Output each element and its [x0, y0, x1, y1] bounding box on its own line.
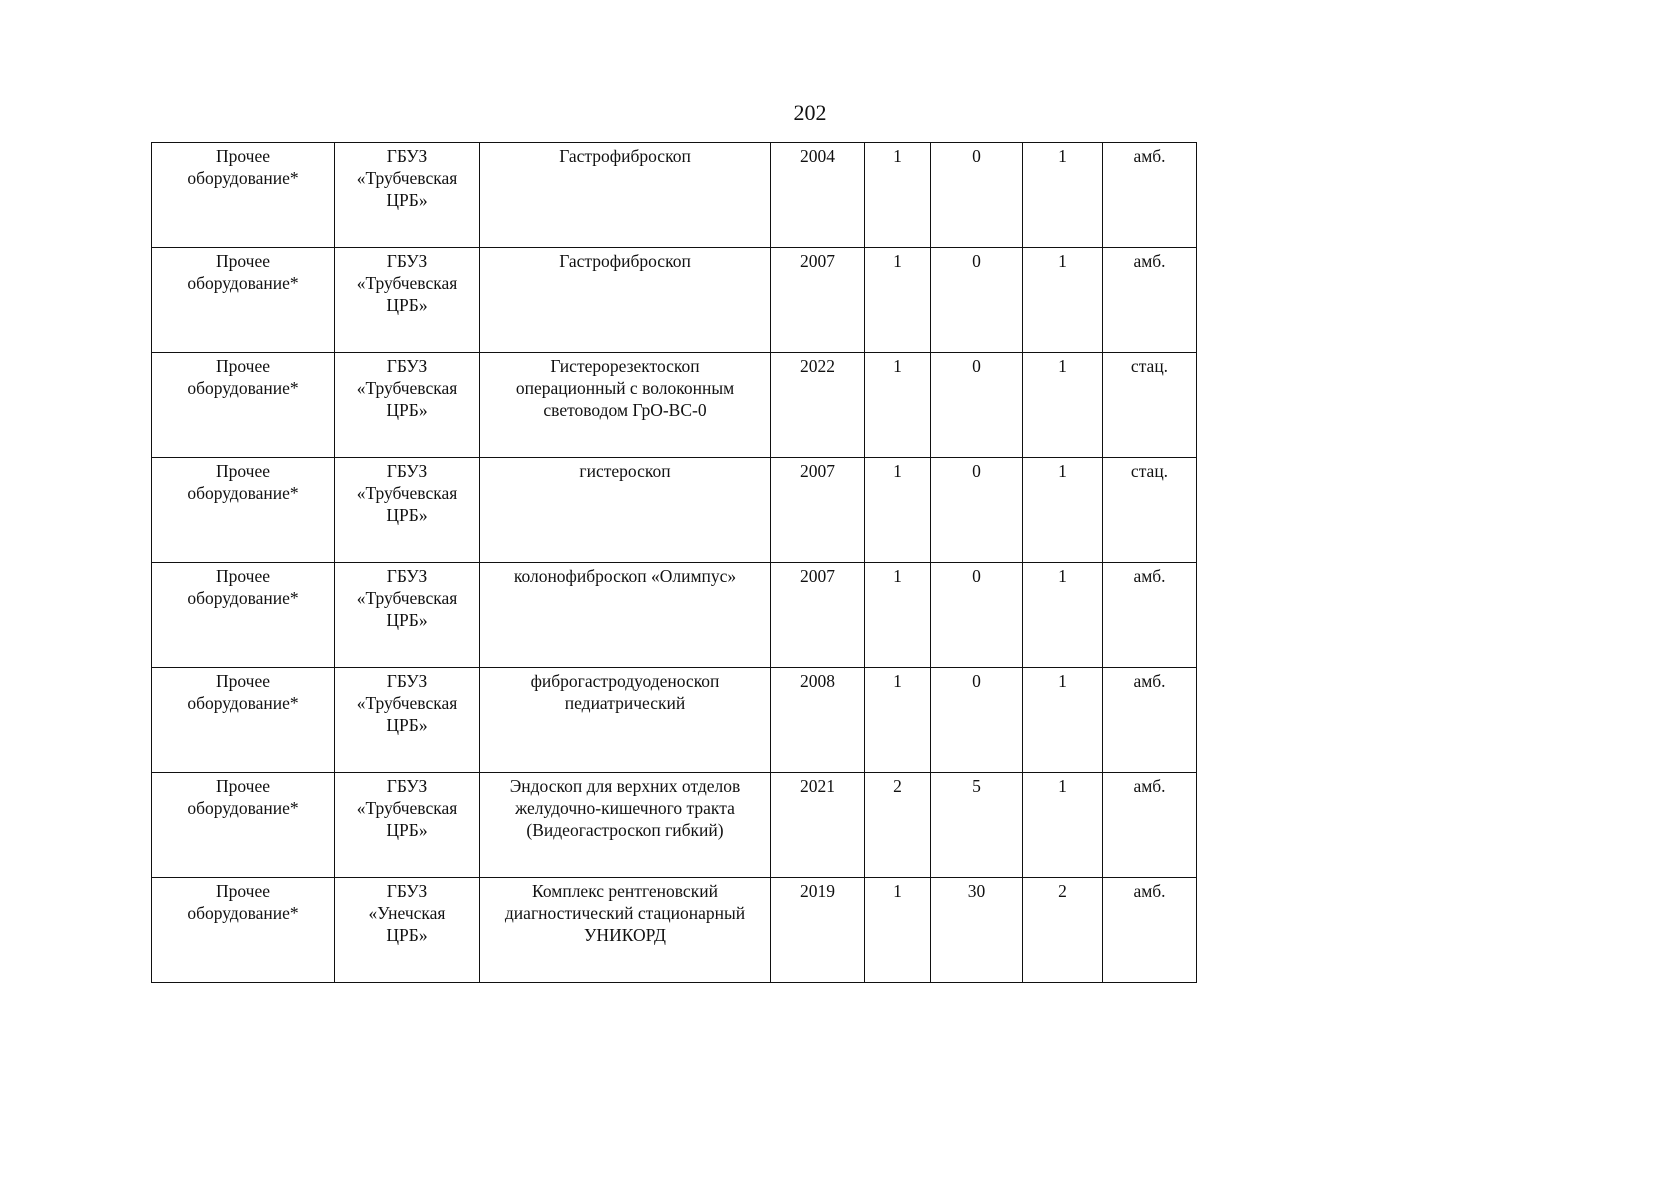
equipment-name-cell — [480, 878, 771, 983]
equipment-name-cell-line: Комплекс рентгеновский — [532, 881, 718, 901]
organization-cell — [335, 353, 480, 458]
category-cell-line: оборудование* — [187, 378, 299, 398]
organization-cell-line: ГБУЗ — [386, 881, 428, 901]
count-cell: 1 — [865, 668, 931, 773]
value-cell: 30 — [931, 878, 1023, 983]
category-cell-line: оборудование* — [187, 273, 299, 293]
quantity-cell: 1 — [1023, 668, 1103, 773]
organization-cell — [335, 668, 480, 773]
category-cell — [152, 248, 335, 353]
organization-cell-line: «Трубчевская — [356, 378, 458, 398]
count-cell: 1 — [865, 143, 931, 248]
care-type-cell: амб. — [1103, 878, 1197, 983]
value-cell: 0 — [931, 458, 1023, 563]
equipment-name-cell — [480, 668, 771, 773]
organization-cell-line: ГБУЗ — [386, 251, 428, 271]
equipment-name-cell-line: операционный с волоконным — [515, 378, 735, 398]
category-cell-line: оборудование* — [187, 483, 299, 503]
care-type-cell: стац. — [1103, 353, 1197, 458]
category-cell — [152, 458, 335, 563]
organization-cell — [335, 143, 480, 248]
equipment-name-cell-line: Эндоскоп для верхних отделов — [509, 776, 741, 796]
value-cell: 0 — [931, 668, 1023, 773]
organization-cell-line: «Унечская — [368, 903, 446, 923]
care-type-cell: амб. — [1103, 563, 1197, 668]
organization-cell-line: ГБУЗ — [386, 776, 428, 796]
table-row — [152, 248, 1197, 353]
organization-cell-line: ГБУЗ — [386, 356, 428, 376]
equipment-name-cell-line: диагностический стационарный — [504, 903, 746, 923]
organization-cell-line: ГБУЗ — [386, 566, 428, 586]
page-number: 202 — [793, 100, 827, 125]
equipment-name-cell-line: Гистерорезектоскоп — [550, 356, 700, 376]
quantity-cell: 1 — [1023, 458, 1103, 563]
organization-cell — [335, 458, 480, 563]
table-row — [152, 773, 1197, 878]
year-cell: 2007 — [771, 563, 865, 668]
equipment-name-cell-line: колонофиброскоп «Олимпус» — [513, 566, 737, 586]
quantity-cell: 1 — [1023, 143, 1103, 248]
value-cell: 0 — [931, 248, 1023, 353]
year-cell: 2022 — [771, 353, 865, 458]
care-type-cell: амб. — [1103, 143, 1197, 248]
category-cell — [152, 143, 335, 248]
equipment-table — [151, 142, 1197, 983]
category-cell-line: Прочее — [215, 146, 271, 166]
category-cell-line: Прочее — [215, 671, 271, 691]
table-row — [152, 878, 1197, 983]
organization-cell-line: ГБУЗ — [386, 146, 428, 166]
equipment-name-cell-line: УНИКОРД — [584, 925, 666, 945]
care-type-cell: стац. — [1103, 458, 1197, 563]
value-cell: 0 — [931, 143, 1023, 248]
organization-cell-line: ГБУЗ — [386, 461, 428, 481]
equipment-name-cell-line: фиброгастродуоденоскоп — [530, 671, 720, 691]
category-cell-line: оборудование* — [187, 588, 299, 608]
equipment-name-cell-line: (Видеогастроскоп гибкий) — [526, 820, 724, 840]
category-cell-line: оборудование* — [187, 693, 299, 713]
count-cell: 1 — [865, 563, 931, 668]
organization-cell-line: ЦРБ» — [386, 295, 428, 315]
organization-cell-line: «Трубчевская — [356, 483, 458, 503]
equipment-name-cell-line: гистероскоп — [579, 461, 671, 481]
year-cell: 2007 — [771, 458, 865, 563]
count-cell: 1 — [865, 353, 931, 458]
organization-cell-line: ЦРБ» — [386, 715, 428, 735]
value-cell: 0 — [931, 563, 1023, 668]
organization-cell-line: «Трубчевская — [356, 693, 458, 713]
equipment-name-cell-line: световодом ГрО-ВС-0 — [543, 400, 707, 420]
equipment-name-cell-line: Гастрофиброскоп — [559, 251, 691, 271]
year-cell: 2008 — [771, 668, 865, 773]
quantity-cell: 1 — [1023, 773, 1103, 878]
equipment-name-cell — [480, 563, 771, 668]
organization-cell — [335, 248, 480, 353]
year-cell: 2021 — [771, 773, 865, 878]
table-row — [152, 353, 1197, 458]
quantity-cell: 1 — [1023, 353, 1103, 458]
equipment-name-cell — [480, 773, 771, 878]
count-cell: 1 — [865, 248, 931, 353]
organization-cell-line: ЦРБ» — [386, 820, 428, 840]
equipment-name-cell — [480, 353, 771, 458]
category-cell — [152, 668, 335, 773]
category-cell-line: Прочее — [215, 776, 271, 796]
category-cell — [152, 773, 335, 878]
care-type-cell: амб. — [1103, 668, 1197, 773]
equipment-table-body — [152, 143, 1197, 983]
year-cell: 2004 — [771, 143, 865, 248]
organization-cell-line: «Трубчевская — [356, 168, 458, 188]
category-cell-line: Прочее — [215, 356, 271, 376]
table-row — [152, 563, 1197, 668]
organization-cell — [335, 878, 480, 983]
equipment-name-cell-line: педиатрический — [564, 693, 686, 713]
value-cell: 5 — [931, 773, 1023, 878]
quantity-cell: 2 — [1023, 878, 1103, 983]
care-type-cell: амб. — [1103, 773, 1197, 878]
count-cell: 1 — [865, 878, 931, 983]
table-row — [152, 668, 1197, 773]
category-cell — [152, 563, 335, 668]
category-cell — [152, 878, 335, 983]
category-cell-line: оборудование* — [187, 798, 299, 818]
table-row — [152, 143, 1197, 248]
equipment-name-cell-line: желудочно-кишечного тракта — [515, 798, 735, 818]
category-cell-line: Прочее — [215, 461, 271, 481]
category-cell-line: оборудование* — [187, 903, 299, 923]
organization-cell-line: «Трубчевская — [356, 798, 458, 818]
category-cell-line: Прочее — [215, 881, 271, 901]
organization-cell-line: «Трубчевская — [356, 273, 458, 293]
value-cell: 0 — [931, 353, 1023, 458]
count-cell: 1 — [865, 458, 931, 563]
organization-cell-line: ГБУЗ — [386, 671, 428, 691]
quantity-cell: 1 — [1023, 563, 1103, 668]
organization-cell — [335, 773, 480, 878]
organization-cell-line: ЦРБ» — [386, 505, 428, 525]
care-type-cell: амб. — [1103, 248, 1197, 353]
equipment-name-cell — [480, 458, 771, 563]
category-cell — [152, 353, 335, 458]
organization-cell-line: «Трубчевская — [356, 588, 458, 608]
organization-cell-line: ЦРБ» — [386, 190, 428, 210]
category-cell-line: Прочее — [215, 566, 271, 586]
organization-cell-line: ЦРБ» — [386, 400, 428, 420]
organization-cell-line: ЦРБ» — [386, 925, 428, 945]
category-cell-line: Прочее — [215, 251, 271, 271]
equipment-name-cell — [480, 248, 771, 353]
equipment-name-cell — [480, 143, 771, 248]
category-cell-line: оборудование* — [187, 168, 299, 188]
table-row — [152, 458, 1197, 563]
quantity-cell: 1 — [1023, 248, 1103, 353]
year-cell: 2007 — [771, 248, 865, 353]
organization-cell — [335, 563, 480, 668]
year-cell: 2019 — [771, 878, 865, 983]
count-cell: 2 — [865, 773, 931, 878]
organization-cell-line: ЦРБ» — [386, 610, 428, 630]
equipment-name-cell-line: Гастрофиброскоп — [559, 146, 691, 166]
